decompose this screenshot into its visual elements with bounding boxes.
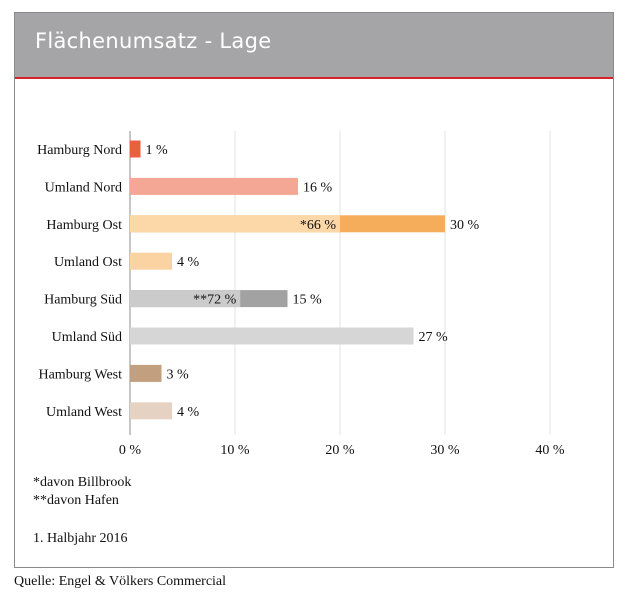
bar-chart bbox=[15, 13, 613, 469]
x-tick-label: 30 % bbox=[430, 443, 460, 458]
x-tick-label: 40 % bbox=[535, 443, 565, 458]
category-label: Umland Ost bbox=[53, 255, 122, 271]
category-label: Umland West bbox=[46, 404, 122, 420]
value-label: 3 % bbox=[166, 367, 189, 383]
category-label: Hamburg West bbox=[38, 367, 122, 383]
x-tick-label: 0 % bbox=[118, 443, 142, 458]
source-note: Quelle: Engel & Völkers Commercial bbox=[14, 574, 227, 589]
category-label: Hamburg Nord bbox=[37, 143, 122, 158]
value-label: 15 % bbox=[292, 292, 322, 308]
value-label: 4 % bbox=[177, 255, 200, 271]
x-tick-label: 10 % bbox=[220, 443, 250, 458]
value-label: 27 % bbox=[418, 330, 448, 345]
category-label: Hamburg Süd bbox=[44, 292, 122, 308]
value-label: 1 % bbox=[145, 143, 168, 158]
bar-hamburg-nord bbox=[130, 141, 141, 158]
bar-hamburg-west bbox=[130, 365, 162, 382]
category-label: Umland Süd bbox=[51, 330, 122, 345]
bar-umland-west bbox=[130, 402, 172, 419]
value-label: 30 % bbox=[450, 217, 480, 233]
value-label: 4 % bbox=[177, 404, 200, 420]
x-tick-label: 20 % bbox=[325, 443, 355, 458]
segment-label: *66 % bbox=[299, 217, 336, 233]
bar-umland-ost bbox=[130, 253, 172, 270]
segment-label: **72 % bbox=[193, 292, 237, 308]
footnote-billbrook: *davon Billbrook bbox=[33, 475, 132, 490]
chart-card bbox=[14, 12, 614, 568]
chart-title: Flächenumsatz - Lage bbox=[35, 29, 272, 53]
category-label: Umland Nord bbox=[44, 180, 122, 196]
bar-umland-nord bbox=[130, 178, 298, 195]
value-label: 16 % bbox=[303, 180, 333, 196]
footnote-hafen: **davon Hafen bbox=[33, 493, 119, 508]
category-label: Hamburg Ost bbox=[46, 217, 122, 233]
bar-umland-sued bbox=[130, 328, 414, 345]
period-label: 1. Halbjahr 2016 bbox=[33, 531, 128, 546]
